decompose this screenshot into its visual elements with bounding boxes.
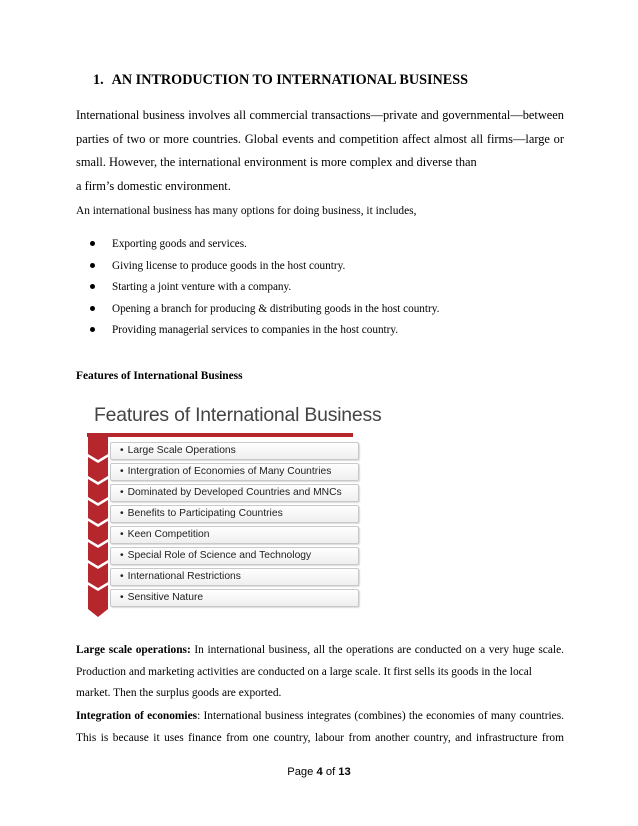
bullet-icon: [90, 263, 95, 268]
bullet-icon: [90, 284, 95, 289]
figure-item: • Sensitive Nature: [110, 589, 359, 607]
intro-last-line: a firm’s domestic environment.: [76, 178, 231, 193]
intro-paragraph: [76, 104, 564, 198]
intro-body: International business involves all commercial transactions—private and governmental—between parties of two or more countries. Global events and competition affect almost all firms—large or small. However, the international environment is more complex and diverse than: [76, 108, 564, 169]
features-heading: Features of International Business: [76, 370, 243, 382]
figure-title: Features of International Business: [94, 404, 382, 426]
figure-item: • Dominated by Developed Countries and MNCs: [110, 484, 359, 502]
bullet-icon: [90, 241, 95, 246]
bullet-icon: [90, 306, 95, 311]
footer-prefix: Page: [287, 766, 314, 778]
list-item: Exporting goods and services.: [88, 236, 548, 258]
features-figure: [87, 402, 382, 620]
figure-item: • Large Scale Operations: [110, 442, 359, 460]
figure-item: • Special Role of Science and Technology: [110, 547, 359, 565]
figure-item: • Keen Competition: [110, 526, 359, 544]
list-item: Opening a branch for producing & distributing goods in the host country.: [88, 301, 548, 323]
options-list: [88, 236, 548, 344]
section-number: 1.: [93, 72, 104, 88]
footer-of: of: [325, 766, 336, 778]
chevron-column-icon: [87, 437, 109, 620]
section-heading: [93, 72, 468, 89]
list-item: Giving license to produce goods in the host country.: [88, 258, 548, 280]
paragraph-last-line: market. Then the surplus goods are exported.: [76, 687, 282, 699]
large-scale-paragraph: [76, 640, 564, 705]
paragraph-lead: Large scale operations:: [76, 644, 191, 656]
paragraph-lead: Integration of economies: [76, 710, 198, 722]
list-item: Starting a joint venture with a company.: [88, 279, 548, 301]
section-title: AN INTRODUCTION TO INTERNATIONAL BUSINESS: [111, 72, 468, 88]
footer-page-number: 4: [316, 766, 323, 778]
figure-item: • International Restrictions: [110, 568, 359, 586]
options-intro: An international business has many options for doing business, it includes,: [76, 205, 417, 217]
integration-paragraph: [76, 706, 564, 749]
figure-item: • Intergration of Economies of Many Countries: [110, 463, 359, 481]
list-item: Providing managerial services to companies in the host country.: [88, 322, 548, 344]
page-footer: [0, 766, 638, 778]
figure-title-underline: [87, 433, 353, 437]
paragraph-body: : International business integrates (combines) the economies of many countries. This is because it uses finance from one country, labour from another country, and infrastructure from: [76, 710, 564, 744]
paragraph-body: In international business, all the operations are conducted on a very huge scale. Production and marketing activities are conducted on a large scale. It first sells its goods in the local: [76, 644, 564, 678]
bullet-icon: [90, 327, 95, 332]
footer-total-pages: 13: [338, 766, 351, 778]
figure-item: • Benefits to Participating Countries: [110, 505, 359, 523]
